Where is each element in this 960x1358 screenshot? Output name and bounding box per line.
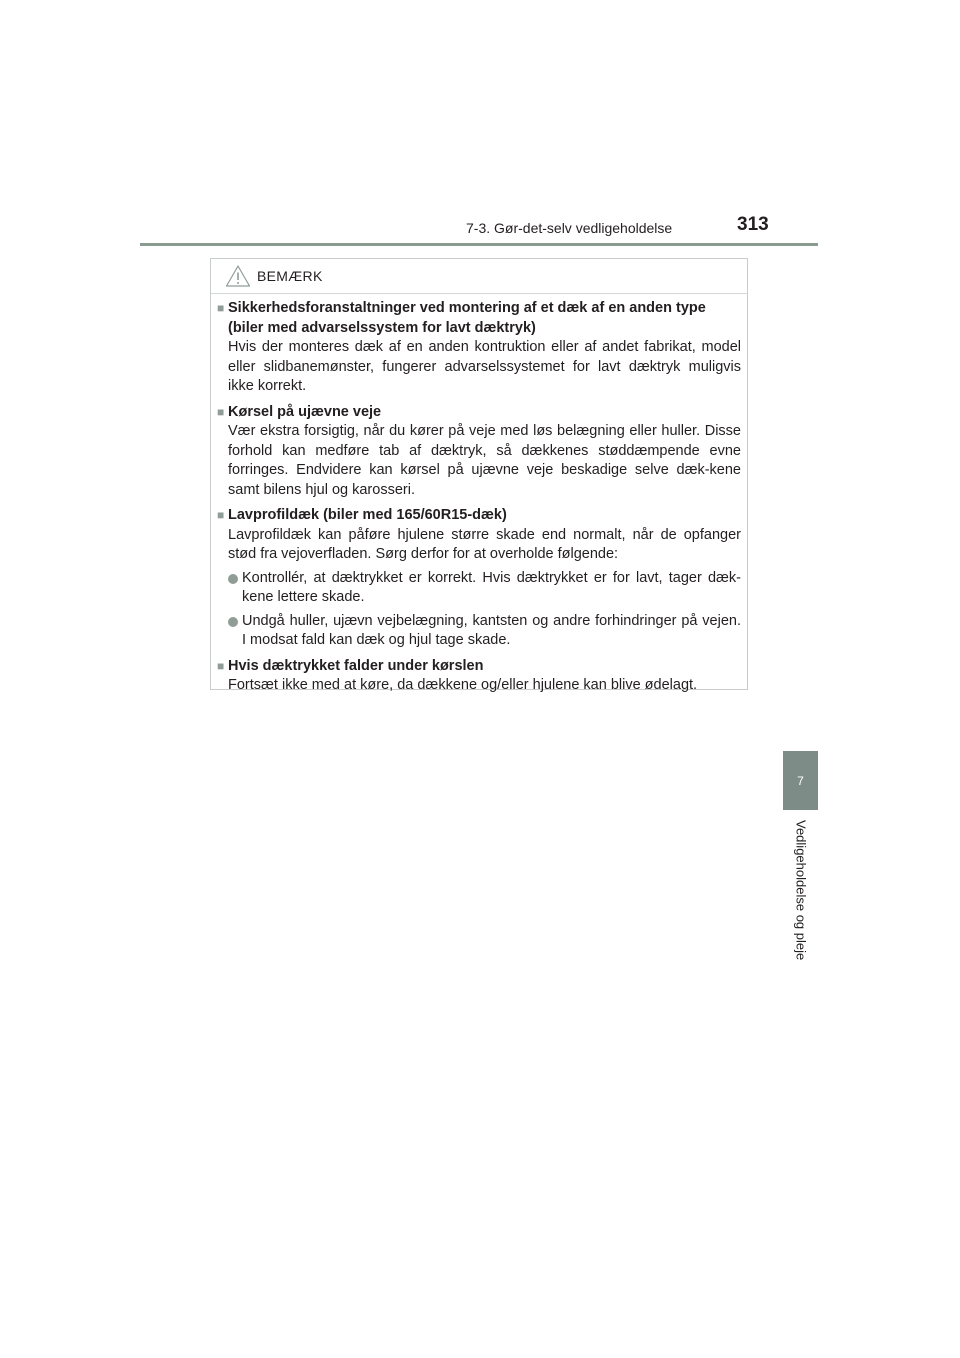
notice-body (217, 299, 741, 702)
round-bullet-icon (228, 574, 238, 584)
square-bullet-icon: ■ (217, 658, 225, 673)
item-text: Vær ekstra forsigtig, når du kører på veje med løs belægning eller huller. Disse forhold kan medføre tab af dæktryk, så dækkenes støddæmpende evne forringes. Endvidere kan kørsel på ujævne veje beskadige selve dæk-kene samt bilens hjul og karosseri. (228, 423, 741, 498)
notice-item (217, 403, 741, 501)
round-bullet-icon (228, 617, 238, 627)
item-text: Hvis der monteres dæk af en anden kontruktion eller af andet fabrikat, model eller slidbanemønster, fungerer advarselssystemet for lavt dæktryk muligvis ikke korrekt. (228, 339, 741, 394)
square-bullet-icon: ■ (217, 508, 225, 522)
chapter-tab (783, 751, 818, 810)
item-heading: Hvis dæktrykket falder under kørslen (228, 657, 484, 674)
chapter-number: 7 (797, 773, 804, 788)
notice-item (217, 657, 741, 696)
notice-divider (211, 293, 747, 294)
bullet-text: Kontrollér, at dæktrykket er korrekt. Hvis dæktrykket er for lavt, tager dæk-kene lettere skade. (242, 569, 741, 605)
item-heading: Lavprofildæk (biler med 165/60R15-dæk) (228, 507, 507, 523)
notice-title: BEMÆRK (257, 268, 323, 284)
list-item (217, 612, 741, 651)
item-heading: Kørsel på ujævne veje (228, 403, 382, 420)
item-text: Fortsæt ikke med at køre, da dækkene og/eller hjulene kan blive ødelagt. (228, 677, 698, 693)
notice-header (225, 259, 323, 293)
notice-box (210, 258, 748, 693)
chapter-title-text: Vedligeholdelse og pleje (793, 820, 809, 961)
item-text: Lavprofildæk kan påføre hjulene større skade end normalt, når de opfanger stød fra vejoverfladen. Sørg derfor for at overholde følgende: (228, 526, 741, 562)
bullet-text: Undgå huller, ujævn vejbelægning, kantsten og andre forhindringer på vejen. I modsat fald kan dæk og hjul tage skade. (242, 612, 741, 648)
page-number: 313 (737, 214, 769, 235)
square-bullet-icon: ■ (217, 301, 225, 315)
chapter-title (786, 820, 816, 990)
section-title: 7-3. Gør-det-selv vedligeholdelse (466, 220, 673, 236)
notice-item (217, 506, 741, 651)
header-rule (140, 243, 818, 246)
warning-triangle-icon (225, 264, 251, 288)
square-bullet-icon: ■ (217, 404, 225, 419)
list-item (217, 569, 741, 608)
notice-item (217, 299, 741, 397)
item-heading: Sikkerhedsforanstaltninger ved montering af et dæk af en anden type (biler med advarselssystem for lavt dæktryk) (228, 300, 706, 336)
